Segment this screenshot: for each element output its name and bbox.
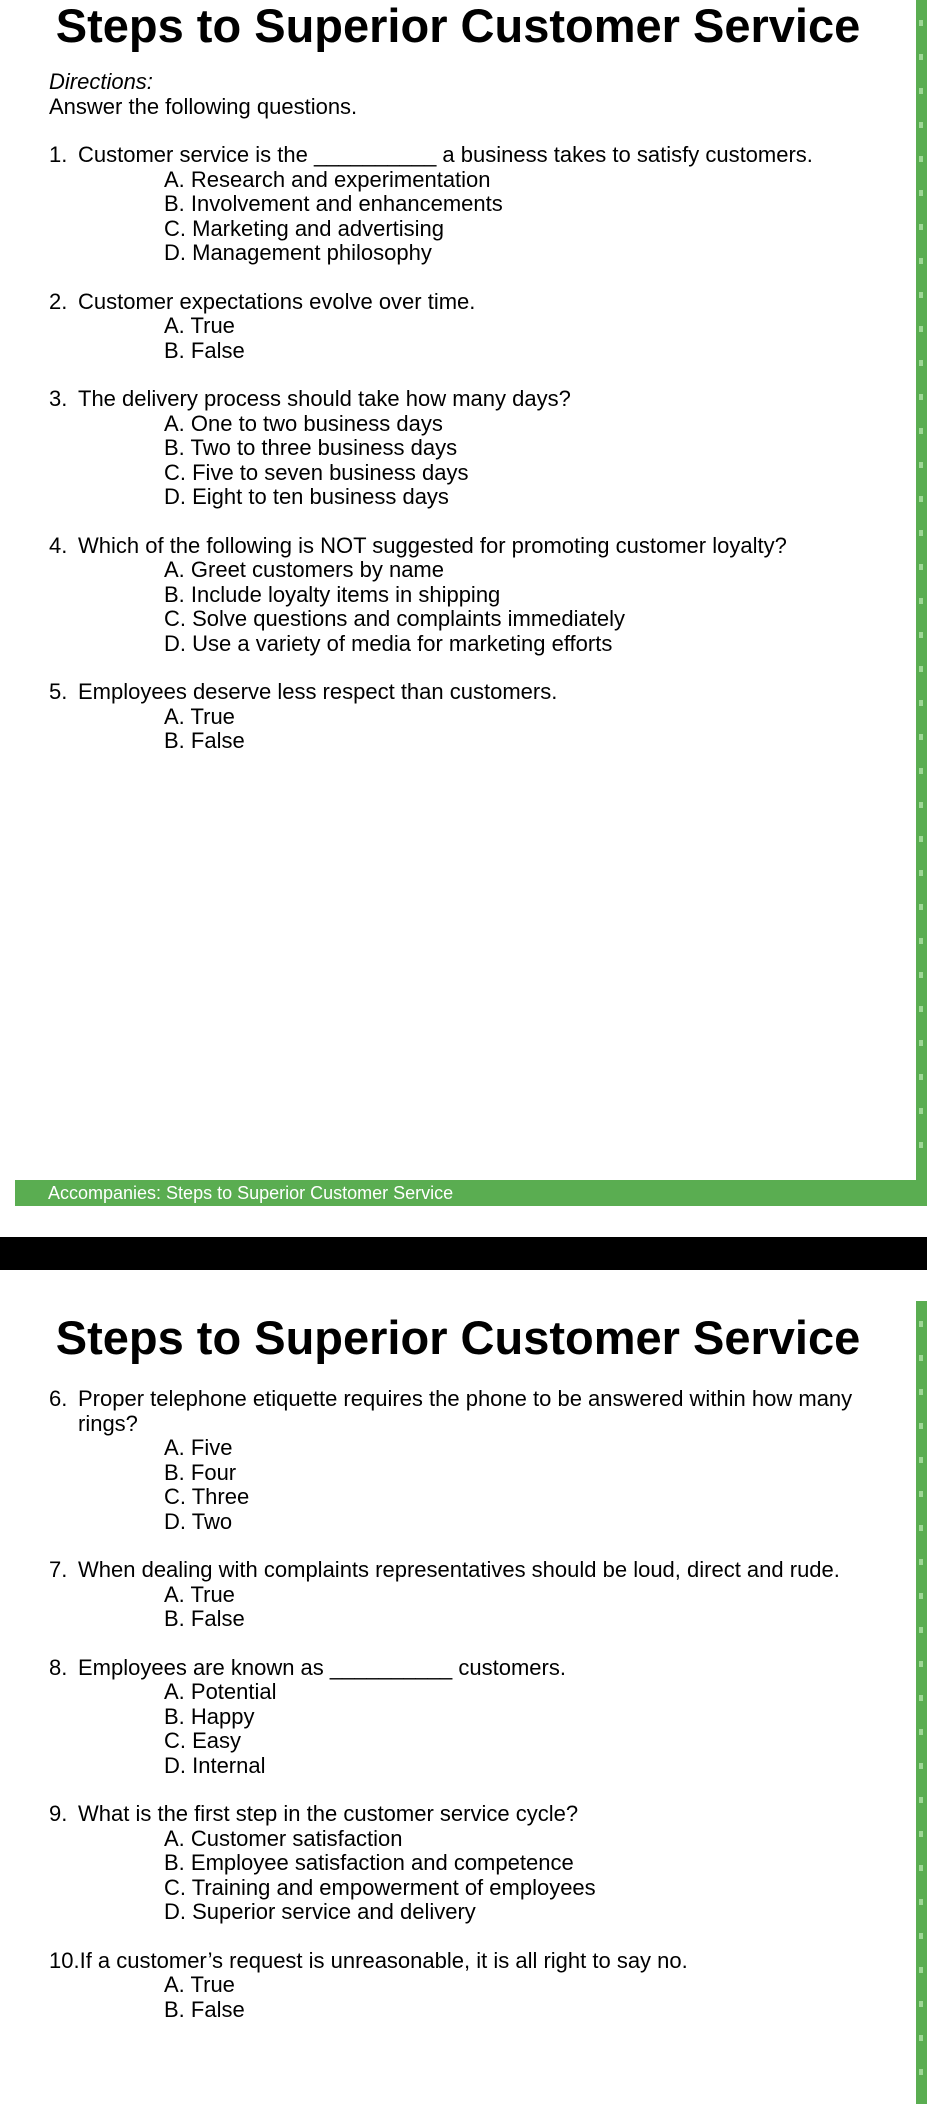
question-text: Customer expectations evolve over time. — [78, 288, 476, 314]
footer-bar — [15, 1180, 927, 1206]
answer-option: D. Internal — [164, 1752, 266, 1778]
bar-tick-decoration — [919, 666, 923, 672]
bar-tick-decoration — [919, 428, 923, 434]
right-accent-bar — [916, 0, 927, 1180]
bar-tick-decoration — [919, 224, 923, 230]
question-list — [49, 143, 889, 778]
directions-text: Answer the following questions. — [49, 94, 358, 119]
bar-tick-decoration — [919, 598, 923, 604]
worksheet-page-2 — [0, 1270, 927, 2104]
question-number: 6. — [49, 1386, 68, 1411]
answer-options — [49, 1680, 889, 1778]
question-number: 1. — [49, 142, 68, 167]
right-accent-bar — [916, 1301, 927, 2104]
bar-tick-decoration — [919, 904, 923, 910]
bar-tick-decoration — [919, 802, 923, 808]
question-number: 4. — [49, 532, 68, 558]
answer-options — [49, 1973, 889, 2022]
answer-option: B. Two to three business days — [164, 435, 458, 460]
answer-option: A. Potential — [164, 1679, 277, 1704]
question-stem — [49, 534, 889, 559]
answer-option: B. Include loyalty items in shipping — [164, 581, 501, 607]
answer-option: C. Training and empowerment of employees — [164, 1874, 596, 1900]
answer-option: A. Research and experimentation — [164, 166, 491, 192]
bar-tick-decoration — [919, 1627, 923, 1633]
question-stem — [49, 1949, 889, 1974]
bar-tick-decoration — [919, 122, 923, 128]
answer-options — [49, 1827, 889, 1925]
bar-tick-decoration — [919, 1933, 923, 1939]
bar-tick-decoration — [919, 1661, 923, 1667]
answer-option: B. False — [164, 1606, 245, 1631]
bar-tick-decoration — [919, 1491, 923, 1497]
answer-option: C. Three — [164, 1484, 250, 1509]
answer-option: B. Four — [164, 1459, 237, 1485]
question-stem — [49, 1802, 889, 1827]
answer-option: B. Happy — [164, 1703, 255, 1729]
bar-tick-decoration — [919, 1831, 923, 1837]
answer-option: A. Customer satisfaction — [164, 1825, 403, 1851]
bar-tick-decoration — [919, 326, 923, 332]
footer-text: Accompanies: Steps to Superior Customer Service — [48, 1183, 454, 1203]
bar-tick-decoration — [919, 1525, 923, 1531]
answer-option: B. Employee satisfaction and competence — [164, 1850, 574, 1875]
bar-tick-decoration — [919, 1865, 923, 1871]
answer-option: D. Two — [164, 1508, 233, 1534]
answer-options — [49, 1436, 889, 1534]
bar-tick-decoration — [919, 1899, 923, 1905]
answer-options — [49, 412, 889, 510]
bar-tick-decoration — [919, 1967, 923, 1973]
question-text: Employees deserve less respect than customers. — [78, 679, 558, 704]
question-number: 8. — [49, 1654, 68, 1680]
bar-tick-decoration — [919, 1797, 923, 1803]
page-title: Steps to Superior Customer Service — [55, 0, 861, 52]
bar-tick-decoration — [919, 1559, 923, 1565]
bar-tick-decoration — [919, 870, 923, 876]
bar-tick-decoration — [919, 292, 923, 298]
question-text: Which of the following is NOT suggested for promoting customer loyalty? — [78, 532, 787, 558]
question-stem — [49, 143, 889, 168]
question-number: 2. — [49, 288, 68, 314]
bar-tick-decoration — [919, 1108, 923, 1114]
bar-tick-decoration — [919, 1423, 923, 1429]
answer-option: D. Eight to ten business days — [164, 484, 449, 509]
bar-tick-decoration — [919, 768, 923, 774]
question-item — [49, 290, 889, 364]
bar-tick-decoration — [919, 632, 923, 638]
bar-tick-decoration — [919, 258, 923, 264]
answer-option: C. Marketing and advertising — [164, 215, 445, 241]
answer-options — [49, 314, 889, 363]
question-item — [49, 1387, 889, 1534]
bar-tick-decoration — [919, 972, 923, 978]
question-number: 5. — [49, 679, 68, 704]
question-number: 3. — [49, 386, 68, 411]
page-separator — [0, 1237, 927, 1270]
page-title: Steps to Superior Customer Service — [55, 1311, 861, 1364]
bar-tick-decoration — [919, 734, 923, 740]
question-text: Proper telephone etiquette requires the phone to be answered within how many rings? — [78, 1386, 853, 1436]
bar-tick-decoration — [919, 1355, 923, 1361]
bar-tick-decoration — [919, 1763, 923, 1769]
bar-tick-decoration — [919, 564, 923, 570]
bar-tick-decoration — [919, 1074, 923, 1080]
bar-tick-decoration — [919, 700, 923, 706]
question-number: 10. — [49, 1947, 80, 1973]
question-stem — [49, 680, 889, 705]
answer-option: A. True — [164, 313, 235, 338]
question-stem — [49, 1387, 889, 1436]
question-item — [49, 680, 889, 754]
answer-options — [49, 168, 889, 266]
answer-option: B. False — [164, 1996, 245, 2022]
question-text: Customer service is the __________ a business takes to satisfy customers. — [78, 142, 813, 167]
bar-tick-decoration — [919, 190, 923, 196]
bar-tick-decoration — [919, 1457, 923, 1463]
answer-options — [49, 705, 889, 754]
question-text: If a customer’s request is unreasonable, it is all right to say no. — [79, 1947, 688, 1973]
bar-tick-decoration — [919, 1695, 923, 1701]
answer-option: D. Use a variety of media for marketing efforts — [164, 630, 613, 656]
answer-options — [49, 1583, 889, 1632]
answer-options — [49, 558, 889, 656]
question-text: What is the first step in the customer service cycle? — [78, 1801, 579, 1826]
question-list — [49, 1387, 889, 2046]
question-item — [49, 1802, 889, 1925]
bar-tick-decoration — [919, 88, 923, 94]
bar-tick-decoration — [919, 156, 923, 162]
answer-option: A. Five — [164, 1435, 233, 1460]
bar-tick-decoration — [919, 394, 923, 400]
answer-option: A. True — [164, 703, 235, 729]
bar-tick-decoration — [919, 20, 923, 26]
question-item — [49, 387, 889, 510]
answer-option: D. Superior service and delivery — [164, 1899, 476, 1924]
bar-tick-decoration — [919, 1040, 923, 1046]
bar-tick-decoration — [919, 1389, 923, 1395]
bar-tick-decoration — [919, 1142, 923, 1148]
answer-option: B. False — [164, 337, 245, 363]
question-number: 9. — [49, 1801, 68, 1826]
bar-tick-decoration — [919, 2035, 923, 2041]
directions-label: Directions: — [49, 69, 153, 94]
question-item — [49, 534, 889, 657]
answer-option: D. Management philosophy — [164, 240, 432, 265]
directions — [49, 69, 357, 119]
bar-tick-decoration — [919, 2069, 923, 2075]
question-item — [49, 143, 889, 266]
question-stem — [49, 1558, 889, 1583]
question-text: Employees are known as __________ customers. — [78, 1654, 566, 1680]
answer-option: A. Greet customers by name — [164, 557, 444, 582]
bar-tick-decoration — [919, 938, 923, 944]
answer-option: C. Five to seven business days — [164, 459, 469, 485]
bar-tick-decoration — [919, 530, 923, 536]
answer-option: C. Solve questions and complaints immediately — [164, 606, 626, 631]
bar-tick-decoration — [919, 360, 923, 366]
bar-tick-decoration — [919, 836, 923, 842]
bar-tick-decoration — [919, 1321, 923, 1327]
bar-tick-decoration — [919, 1593, 923, 1599]
question-item — [49, 1949, 889, 2023]
question-stem — [49, 387, 889, 412]
bar-tick-decoration — [919, 2001, 923, 2007]
question-item — [49, 1558, 889, 1632]
answer-option: A. True — [164, 1972, 235, 1997]
answer-option: A. One to two business days — [164, 410, 443, 436]
answer-option: B. Involvement and enhancements — [164, 191, 503, 216]
answer-option: A. True — [164, 1581, 235, 1607]
bar-tick-decoration — [919, 462, 923, 468]
bar-tick-decoration — [919, 1006, 923, 1012]
answer-option: B. False — [164, 728, 245, 753]
question-stem — [49, 290, 889, 315]
bar-tick-decoration — [919, 496, 923, 502]
answer-option: C. Easy — [164, 1728, 242, 1753]
bar-tick-decoration — [919, 54, 923, 60]
bar-tick-decoration — [919, 1729, 923, 1735]
question-text: When dealing with complaints representatives should be loud, direct and rude. — [78, 1557, 840, 1582]
question-text: The delivery process should take how many days? — [78, 386, 571, 411]
question-number: 7. — [49, 1557, 68, 1582]
question-stem — [49, 1656, 889, 1681]
question-item — [49, 1656, 889, 1779]
